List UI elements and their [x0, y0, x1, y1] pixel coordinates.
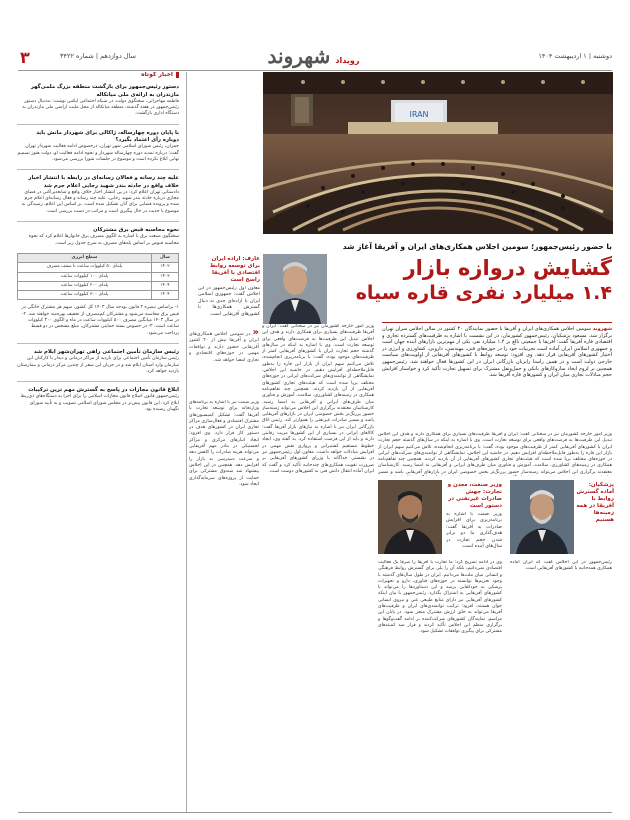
portrait-photo-aref	[263, 254, 327, 324]
portrait-image	[378, 480, 442, 554]
article-column-right-a: وی در ادامه تصریح کرد: ما تجارت با آفریقا را صرفاً یک فعالیت اقتصادی نمی‌دانیم، بلکه آن را پلی برای گسترش روابط فرهنگی و انسانی میان ملت‌ها می‌دانیم. ایران در طول سال‌های گذشته با وجود تحریم‌ها توانسته در حوزه‌های فناوری، دارو و تجهیزات پزشکی به خودکفایی برسد و این دستاوردها را می‌تواند با کشورهای آفریقایی به اشتراک بگذارد. رئیس‌جمهور با بیان اینکه کشورهای آفریقایی نیز دارای منابع طبیعی غنی و نیروی انسانی جوان هستند، افزود: ترکیب توانمندی‌های ایران و ظرفیت‌های آفریقا می‌تواند به خلق ارزش مشترک منجر شود. در پایان این مراسم، نمایندگان کشورهای شرکت‌کننده بر ادامه گفت‌وگوها و برگزاری منظم این اجلاس تأکید کردند و قرار شد کمیته‌های مشترکی برای پیگیری توافقات تشکیل شود.	[378, 560, 502, 635]
conference-hall-image	[263, 72, 613, 234]
portrait-photo-minister	[378, 480, 442, 554]
portrait-image	[263, 254, 327, 324]
svg-text:IRAN: IRAN	[409, 110, 429, 119]
section-label: رویداد	[335, 56, 360, 65]
brief-item	[17, 387, 179, 413]
brief-item	[17, 227, 179, 247]
divider	[17, 221, 179, 222]
portrait-caption-minister: وزیر صنعت، معدن و تجارت: جهش صادرات غیرنفتی در دستور است	[447, 482, 502, 509]
newspaper-logo: شهروند	[267, 44, 331, 68]
article-column-middle: وزیر امور خارجه کشورمان نیز در سخنانی گفت: ایران و آفریقا ظرفیت‌های بسیاری برای همکاری دارند و هدف این اجلاس تبدیل این ظرفیت‌ها به فرصت‌های واقعی برای توسعه تجارت است. وی با اشاره به اینکه در سال‌های گذشته حجم تجارت ایران با کشورهای آفریقایی کمتر از ظرفیت‌های موجود بوده، گفت: با برنامه‌ریزی انجام‌شده، تلاش می‌کنیم سهم ایران از بازار این قاره را به‌طور قابل‌ملاحظه‌ای افزایش دهیم. در حاشیه این اجلاس، نمایشگاهی از توانمندی‌های شرکت‌های ایرانی در حوزه‌های مختلف برپا شده است که هیئت‌های تجاری کشورهای آفریقایی از آن بازدید کردند. همچنین چند تفاهم‌نامه همکاری در زمینه‌های کشاورزی، سلامت، آموزش و فناوری میان طرف‌های ایرانی و آفریقایی به امضا رسید. کارشناسان معتقدند برگزاری این اجلاس می‌تواند زمینه‌ساز حضور پررنگ‌تر بخش خصوصی ایران در بازارهای آفریقایی باشد و مسیر صادرات غیرنفتی را هموارتر کند. رئیس اتاق بازرگانی ایران نیز با اشاره به نیازهای بازار آفریقا گفت: کالاهای ایرانی در بسیاری از این کشورها مزیت رقابتی دارند و باید از این فرصت استفاده کرد. به گفته وی، ایجاد خطوط مستقیم کشتیرانی و پروازی نقش مهمی در افزایش مبادلات خواهد داشت. معاون اول رئیس‌جمهور نیز در نشستی جداگانه با وزرای کشورهای آفریقایی بر ضرورت تقویت همکاری‌های چندجانبه تأکید کرد و گفت که ایران آماده انتقال دانش فنی به کشورهای دوست است.	[262, 324, 374, 474]
table-cell: ۱۴۰۴	[151, 281, 178, 290]
page-number: ۳	[20, 48, 30, 67]
brief-headline: نحوه محاسبه قبض برق مشترکان	[93, 227, 179, 234]
table-cell: ۱۴۰۲	[151, 263, 178, 272]
brief-body: دادستانی تهران اعلام کرد: در پی انتشار اخبار خلاف واقع و شایعه‌پراکنی در فضای مجازی درباره حادثه بندر شهید رجایی، علیه چند رسانه و فعال رسانه‌ای اعلام جرم شده و پرونده قضایی برای آنان تشکیل شده است. بر اساس این اعلام، رسیدگی به موضوع با جدیت در حال پیگیری است و مراتب در دست بررسی است.	[21, 189, 179, 214]
table-cell: پله‌ای ۲۰۰ کیلووات ساعت	[18, 281, 152, 290]
brief-body: جمران، رئیس شورای اسلامی شهر تهران، درخصوص ادامه فعالیت شهردار تهران گفت: درباره تمدید دوره چهارساله شهردار و نحوه ادامه فعالیت او، دولت هنوز تصمیم نهایی ابلاغ نکرده است و موضوع در جلسات شورا بررسی می‌شود.	[17, 144, 179, 162]
brief-headline: دستور رئیس‌جمهور برای بازگشت منطقه بزرگ ملمی‌گهر	[30, 84, 179, 91]
lead-text: سومین اجلاس همکاری‌های ایران و آفریقا با حضور نمایندگان ۴۰ کشور در سالن اجلاس سران تهران برگزار شد. مسعود پزشکیان، رئیس‌جمهور کشورمان، در این نشست با اشاره به ظرفیت‌های گسترده تجاری و اقتصادی قاره آفریقا گفت: آفریقا با جمعیتی بالغ بر ۱.۴ میلیارد نفر، یکی از مهم‌ترین بازارهای آینده جهان است و جمهوری اسلامی ایران آماده است تجربیات خود را در حوزه‌های فنی، مهندسی، دارویی، کشاورزی و انرژی در اختیار کشورهای آفریقایی قرار دهد. وی افزود: توسعه روابط با کشورهای آفریقایی از اولویت‌های سیاست خارجی دولت است و در همین راستا رایزنان بازرگانی ایران در این کشورها فعال خواهند شد. رئیس‌جمهور همچنین بر لزوم ایجاد سازوکارهای بانکی و حمل‌ونقل مشترک برای تسهیل تجارت تأکید کرد و خواستار افزایش حجم مبادلات تجاری میان ایران و کشورهای قاره آفریقا شد.	[382, 326, 612, 379]
electricity-tariff-table	[17, 253, 179, 300]
brief-body: رئیس سازمان تأمین اجتماعی برای بازدید از مراکز درمانی و دیدار با کارکنان این سازمان وارد استان ایلام شد و در جریان این سفر از چندین مرکز درمانی و بیمارستان بازدید خواهد کرد.	[17, 356, 179, 374]
divider	[17, 343, 179, 344]
brief-subhead: خلاف واقع در حادثه بندر شهید رجایی اعلام جرم شد	[43, 182, 179, 189]
article-headline-line2: ۱.۴ میلیارد نفری قاره سیاه	[355, 282, 612, 304]
table-cell: پله‌ای ۳۰۰ کیلووات ساعت	[18, 291, 152, 300]
masthead-logo-block	[260, 44, 370, 68]
issue-line: سال دوازدهم | شماره ۳۴۲۲	[60, 52, 136, 60]
portrait-caption-aref: عارف: اراده ایران برای توسعه روابط اقتصادی با آفریقا راسخ است	[209, 256, 260, 283]
sidebar-tag: اخبار کوتاه	[141, 72, 179, 78]
column-rule	[186, 72, 187, 812]
table-row	[18, 272, 179, 281]
masthead	[0, 44, 630, 70]
brief-body: فاطمه مهاجرانی، سخنگوی دولت، در شبکه اجتماعی ایکس نوشت: به‌دنبال دستور رئیس‌جمهور در هفته گذشته، منطقه میانکاله از محل ملیت اراضی ملی مازندران به دستگاه اداری بازگشت.	[22, 98, 179, 117]
brief-headline: با پایان دوره چهارساله، ژاکالی برای شهردار مانش باید	[36, 129, 179, 136]
brief-item	[17, 84, 179, 117]
brief-body: رئیس‌جمهور قانون اصلاح قانون مجازات اسلامی را برای اجرا به دستگاه‌های ذی‌ربط ابلاغ کرد. این قانون پیش‌تر در مجلس شورای اسلامی تصویب و به تأیید شورای نگهبان رسیده بود.	[20, 394, 179, 412]
portrait-image	[510, 480, 574, 554]
pull-quote-text: در سومین اجلاس همکاری‌های ایران و آفریقا بیش از ۴۰ کشور آفریقایی حضور دارند و توافقات مهمی در حوزه‌های اقتصادی و تجاری امضا خواهد شد.	[189, 332, 259, 363]
article-kicker: با حضور رئیس‌جمهور؛ سومین اجلاس همکاری‌های ایران و آفریقا آغاز شد	[342, 242, 612, 251]
quote-mark-icon: «	[252, 330, 259, 338]
news-brief-sidebar	[17, 72, 179, 812]
article-lead	[382, 322, 612, 434]
brief-body: ۱- براساس تبصره ۲ قانون بودجه سال ۱۴۰۳ کل کشور، سهم هر مشترک خانگی در قبض برق محاسبه می‌شود و مشترکان کم‌مصرف از تخفیف بهره‌مند خواهند شد. ۲- در سال ۱۴۰۳ میانگین مصرف ۵۰۰ کیلووات ساعت در ماه و الگوی ۳۰۰ کیلووات ساعت است. ۳- در خصوص بسته حمایتی مشترکان، مبلغ مشخص در دو قسط پرداخت می‌شود.	[21, 305, 179, 336]
brief-subhead: مازندران به ارائه‌ی ملی میانکاله	[96, 91, 179, 98]
table-row	[18, 263, 179, 272]
brief-subhead: دوباره رأی اعتماد بگیرد؟	[115, 137, 179, 144]
article-headline-line1: گشایش دروازه بازار	[403, 256, 612, 280]
masthead-rule	[18, 70, 612, 71]
table-row	[18, 291, 179, 300]
lead-source-tag: شهروند	[592, 326, 612, 332]
table-cell: پله‌ای ۵۰ کیلووات ساعت تا سقف مصرف	[18, 263, 152, 272]
table-header: سطح انرژی	[18, 253, 152, 262]
table-cell: ۱۴۰۴	[151, 291, 178, 300]
divider	[17, 124, 179, 125]
brief-headline: علیه چند رسانه و فعالان رسانه‌ای در رابطه با انتشار اخبار	[28, 175, 179, 182]
portrait-photo-president	[510, 480, 574, 554]
brief-item	[17, 175, 179, 215]
brief-body: سخنگوی صنعت برق با اشاره به الگوی مصرف برق خانوارها اعلام کرد که نحوه محاسبه قبوض بر اساس پله‌های مصرف به شرح جدول زیر است.	[28, 234, 179, 246]
pull-quote	[189, 330, 259, 394]
table-header: سال	[151, 253, 178, 262]
conference-hall-photo	[263, 72, 613, 234]
brief-item	[17, 349, 179, 375]
brief-headline: رئیس سازمان تأمین اجتماعی راهی تهران‌شهر ایلام شد	[33, 348, 179, 355]
portrait-body-minister: وزیر صمت با اشاره به برنامه‌ریزی برای افزایش صادرات به آفریقا گفت: هدف‌گذاری ما دو برابر شدن حجم تجارت در سال‌های آینده است.	[446, 512, 502, 550]
brief-item	[17, 130, 179, 163]
divider	[17, 381, 179, 382]
article-column-continuation: وزیر امور خارجه کشورمان نیز در سخنانی گفت: ایران و آفریقا ظرفیت‌های بسیاری برای همکاری دارند و هدف این اجلاس تبدیل این ظرفیت‌ها به فرصت‌های واقعی برای توسعه تجارت است. وی با اشاره به اینکه در سال‌های گذشته حجم تجارت ایران با کشورهای آفریقایی کمتر از ظرفیت‌های موجود بوده، گفت: با برنامه‌ریزی انجام‌شده، تلاش می‌کنیم سهم ایران از بازار این قاره را به‌طور قابل‌ملاحظه‌ای افزایش دهیم. در حاشیه این اجلاس، نمایشگاهی از توانمندی‌های شرکت‌های ایرانی در حوزه‌های مختلف برپا شده است که هیئت‌های تجاری کشورهای آفریقایی از آن بازدید کردند. همچنین چند تفاهم‌نامه همکاری در زمینه‌های کشاورزی، سلامت، آموزش و فناوری میان طرف‌های ایرانی و آفریقایی به امضا رسید. کارشناسان معتقدند برگزاری این اجلاس می‌تواند زمینه‌ساز حضور پررنگ‌تر بخش خصوصی ایران در بازارهای آفریقایی باشد و مسیر	[378, 432, 612, 475]
table-cell: ۱۴۰۳	[151, 272, 178, 281]
table-cell: پله‌ای ۱۰۰ کیلووات ساعت	[18, 272, 152, 281]
article-column-right-b: رئیس‌جمهور در این اجلاس گفت که ایران آماده همکاری همه‌جانبه با کشورهای آفریقایی است.	[510, 560, 612, 572]
date-line: دوشنبه | ۱ اردیبهشت ۱۴۰۴	[538, 52, 612, 60]
portrait-caption-president: پزشکیان: آماده گسترش روابط با آفریقا در همه زمینه‌ها هستیم	[576, 482, 614, 523]
divider	[17, 169, 179, 170]
brief-item	[17, 305, 179, 336]
table-header-row	[18, 253, 179, 262]
footer-rule	[18, 812, 612, 813]
portrait-body-aref: معاون اول رئیس‌جمهور در این اجلاس گفت: جمهوری اسلامی ایران با اراده‌ای جدی به دنبال گسترش همکاری‌ها با کشورهای آفریقایی است.	[198, 286, 260, 317]
brief-headline: ابلاغ قانون مجازات در پاسخ به گسترش مهم ترین ترکیبات	[28, 387, 179, 394]
table-row	[18, 281, 179, 290]
article-column-left: وزیر صمت نیز با اشاره به برنامه‌های وزارتخانه برای توسعه تجارت با آفریقا گفت: تشکیل کمیسیون‌های مشترک اقتصادی و فعال‌سازی مراکز تجاری ایران در کشورهای هدف در دستور کار قرار دارد. وی افزود: ایجاد انبارهای مرکزی و مراکز لجستیکی در بنادر مهم آفریقایی می‌تواند هزینه صادرات را کاهش دهد و سرعت دسترسی به بازار را افزایش دهد. همچنین در این اجلاس پیشنهاد شد صندوق مشترکی برای حمایت از پروژه‌های سرمایه‌گذاری ایجاد شود.	[189, 400, 259, 487]
